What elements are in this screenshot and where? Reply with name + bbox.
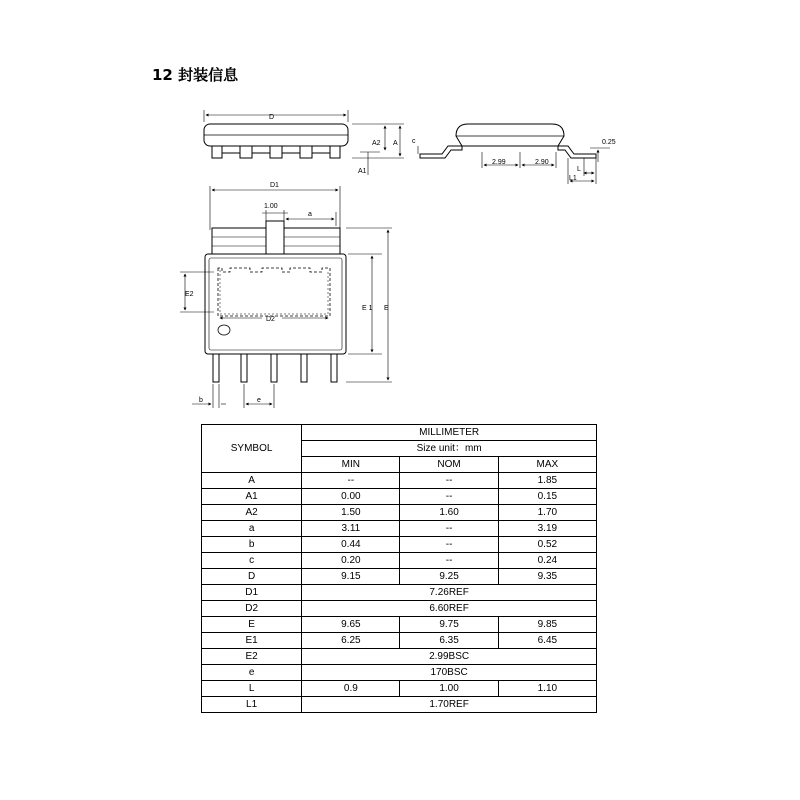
symbol-cell: L1 xyxy=(202,697,302,713)
col-max-header: MAX xyxy=(498,457,596,473)
merged-value-cell: 7.26REF xyxy=(302,585,597,601)
max-cell: 0.15 xyxy=(498,489,596,505)
symbol-cell: D xyxy=(202,569,302,585)
label-D1: D1 xyxy=(270,182,279,189)
nom-cell: 1.60 xyxy=(400,505,498,521)
table-row xyxy=(202,633,597,649)
label-E: E xyxy=(384,305,389,312)
nom-cell: 6.35 xyxy=(400,633,498,649)
label-E2: E2 xyxy=(185,291,194,298)
unit-header: MILLIMETER xyxy=(302,425,597,441)
label-E1: E 1 xyxy=(362,305,373,312)
nom-cell: -- xyxy=(400,473,498,489)
table-row xyxy=(202,601,597,617)
label-D: D xyxy=(269,114,275,121)
table-row xyxy=(202,489,597,505)
symbol-cell: e xyxy=(202,665,302,681)
table-row xyxy=(202,649,597,665)
min-cell: 1.50 xyxy=(302,505,400,521)
min-cell: 0.20 xyxy=(302,553,400,569)
symbol-header: SYMBOL xyxy=(202,425,302,473)
table-row xyxy=(202,569,597,585)
table-row xyxy=(202,473,597,489)
table-row xyxy=(202,521,597,537)
col-nom-header: NOM xyxy=(400,457,498,473)
label-290: 2.90 xyxy=(535,159,549,166)
max-cell: 1.85 xyxy=(498,473,596,489)
label-L1: L1 xyxy=(569,175,577,182)
nom-cell: 9.25 xyxy=(400,569,498,585)
symbol-cell: L xyxy=(202,681,302,697)
label-A1: A1 xyxy=(358,168,367,175)
max-cell: 0.52 xyxy=(498,537,596,553)
max-cell: 6.45 xyxy=(498,633,596,649)
symbol-cell: E1 xyxy=(202,633,302,649)
symbol-cell: D1 xyxy=(202,585,302,601)
symbol-cell: E2 xyxy=(202,649,302,665)
merged-value-cell: 2.99BSC xyxy=(302,649,597,665)
merged-value-cell: 1.70REF xyxy=(302,697,597,713)
table-row xyxy=(202,617,597,633)
dimension-table xyxy=(201,424,597,713)
symbol-cell: D2 xyxy=(202,601,302,617)
nom-cell: 1.00 xyxy=(400,681,498,697)
table-row xyxy=(202,681,597,697)
min-cell: 9.15 xyxy=(302,569,400,585)
min-cell: -- xyxy=(302,473,400,489)
merged-value-cell: 170BSC xyxy=(302,665,597,681)
top-view xyxy=(180,186,392,408)
max-cell: 1.70 xyxy=(498,505,596,521)
min-cell: 6.25 xyxy=(302,633,400,649)
symbol-cell: E xyxy=(202,617,302,633)
symbol-cell: c xyxy=(202,553,302,569)
table-row xyxy=(202,665,597,681)
max-cell: 9.85 xyxy=(498,617,596,633)
table-row xyxy=(202,505,597,521)
table-row xyxy=(202,553,597,569)
nom-cell: 9.75 xyxy=(400,617,498,633)
size-unit-header: Size unit：mm xyxy=(302,441,597,457)
max-cell: 0.24 xyxy=(498,553,596,569)
label-025: 0.25 xyxy=(602,139,616,146)
label-299: 2.99 xyxy=(492,159,506,166)
table-row xyxy=(202,585,597,601)
col-min-header: MIN xyxy=(302,457,400,473)
label-A2: A2 xyxy=(372,140,381,147)
table-row xyxy=(202,537,597,553)
symbol-cell: A2 xyxy=(202,505,302,521)
table-row xyxy=(202,697,597,713)
min-cell: 9.65 xyxy=(302,617,400,633)
min-cell: 0.9 xyxy=(302,681,400,697)
nom-cell: -- xyxy=(400,521,498,537)
min-cell: 0.44 xyxy=(302,537,400,553)
min-cell: 3.11 xyxy=(302,521,400,537)
max-cell: 9.35 xyxy=(498,569,596,585)
symbol-cell: A1 xyxy=(202,489,302,505)
symbol-cell: b xyxy=(202,537,302,553)
label-100: 1.00 xyxy=(264,203,278,210)
nom-cell: -- xyxy=(400,489,498,505)
merged-value-cell: 6.60REF xyxy=(302,601,597,617)
label-L: L xyxy=(577,166,581,173)
max-cell: 1.10 xyxy=(498,681,596,697)
min-cell: 0.00 xyxy=(302,489,400,505)
label-D2: D2 xyxy=(266,316,275,323)
section-title: 12 封装信息 xyxy=(152,66,239,84)
label-A: A xyxy=(393,140,398,147)
label-b: b xyxy=(199,397,203,404)
max-cell: 3.19 xyxy=(498,521,596,537)
symbol-cell: a xyxy=(202,521,302,537)
nom-cell: -- xyxy=(400,553,498,569)
symbol-cell: A xyxy=(202,473,302,489)
label-c: c xyxy=(412,138,416,145)
end-view xyxy=(418,124,610,184)
label-e: e xyxy=(257,397,261,404)
nom-cell: -- xyxy=(400,537,498,553)
label-a: a xyxy=(308,211,312,218)
